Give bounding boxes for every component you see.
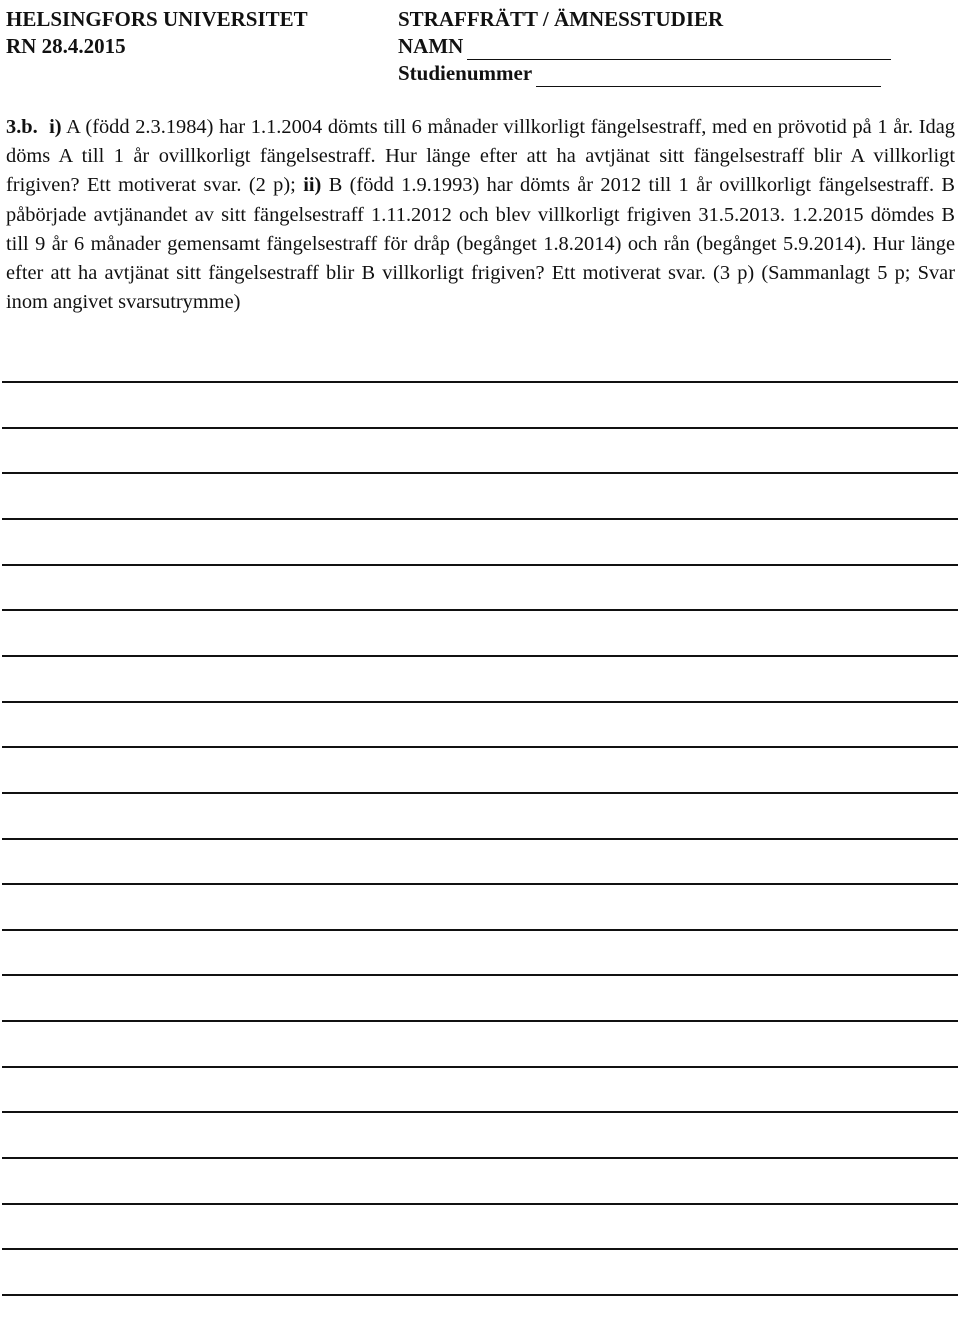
answer-line[interactable] bbox=[2, 792, 958, 794]
question-text bbox=[6, 113, 955, 317]
answer-line[interactable] bbox=[2, 838, 958, 840]
header-left bbox=[6, 6, 308, 60]
sub-question-i-text: A (född 2.3.1984) har 1.1.2004 dömts till 6 månader villkorligt fängelsestraff, med en prövotid på 1 år. Idag döms A till 1 år ovillkorligt fängelsestraff. Hur länge efter att ha avtjänat sitt fängelsestraff blir A villkorligt frigiven? Ett motiverat svar. (2 p); bbox=[6, 116, 955, 197]
answer-line[interactable] bbox=[2, 1248, 958, 1250]
answer-line[interactable] bbox=[2, 701, 958, 703]
student-number-label: Studienummer bbox=[398, 61, 533, 85]
answer-line[interactable] bbox=[2, 1066, 958, 1068]
exam-date: RN 28.4.2015 bbox=[6, 34, 126, 58]
name-field bbox=[398, 33, 891, 60]
university-name: HELSINGFORS UNIVERSITET bbox=[6, 7, 308, 31]
answer-line[interactable] bbox=[2, 883, 958, 885]
sub-question-ii-label: ii) bbox=[303, 174, 322, 197]
answer-line[interactable] bbox=[2, 929, 958, 931]
answer-line[interactable] bbox=[2, 472, 958, 474]
answer-line[interactable] bbox=[2, 655, 958, 657]
answer-line[interactable] bbox=[2, 974, 958, 976]
answer-line[interactable] bbox=[2, 564, 958, 566]
name-label: NAMN bbox=[398, 34, 464, 58]
answer-line[interactable] bbox=[2, 1111, 958, 1113]
name-input-line[interactable] bbox=[467, 37, 891, 60]
answer-line[interactable] bbox=[2, 427, 958, 429]
question-number: 3.b. bbox=[6, 116, 38, 138]
course-title: STRAFFRÄTT / ÄMNESSTUDIER bbox=[398, 7, 724, 31]
header-right bbox=[398, 6, 891, 87]
answer-line[interactable] bbox=[2, 609, 958, 611]
student-number-field bbox=[398, 60, 891, 87]
answer-line[interactable] bbox=[2, 1157, 958, 1159]
student-number-input-line[interactable] bbox=[536, 64, 881, 87]
answer-line[interactable] bbox=[2, 1294, 958, 1296]
answer-line[interactable] bbox=[2, 746, 958, 748]
answer-line[interactable] bbox=[2, 1203, 958, 1205]
answer-line[interactable] bbox=[2, 381, 958, 383]
sub-question-i-label: i) bbox=[49, 116, 62, 138]
sub-question-ii-text: B (född 1.9.1993) har dömts år 2012 till 1 år ovillkorligt fängelsestraff. B påbörjade avtjänandet av sitt fängelsestraff 1.11.2012 och blev villkorligt frigiven 31.5.2013. 1.2.2015 dömdes B till 9 år 6 månader gemensamt fängelsestraff för dråp (begånget 1.8.2014) och rån (begånget 5.9.2014). Hur länge efter att ha avtjänat sitt fängelsestraff blir B villkorligt frigiven? Ett motiverat svar. (3 p) (Sammanlagt 5 p; Svar inom angivet svarsutrymme) bbox=[6, 174, 956, 314]
answer-line[interactable] bbox=[2, 518, 958, 520]
answer-line[interactable] bbox=[2, 1020, 958, 1022]
